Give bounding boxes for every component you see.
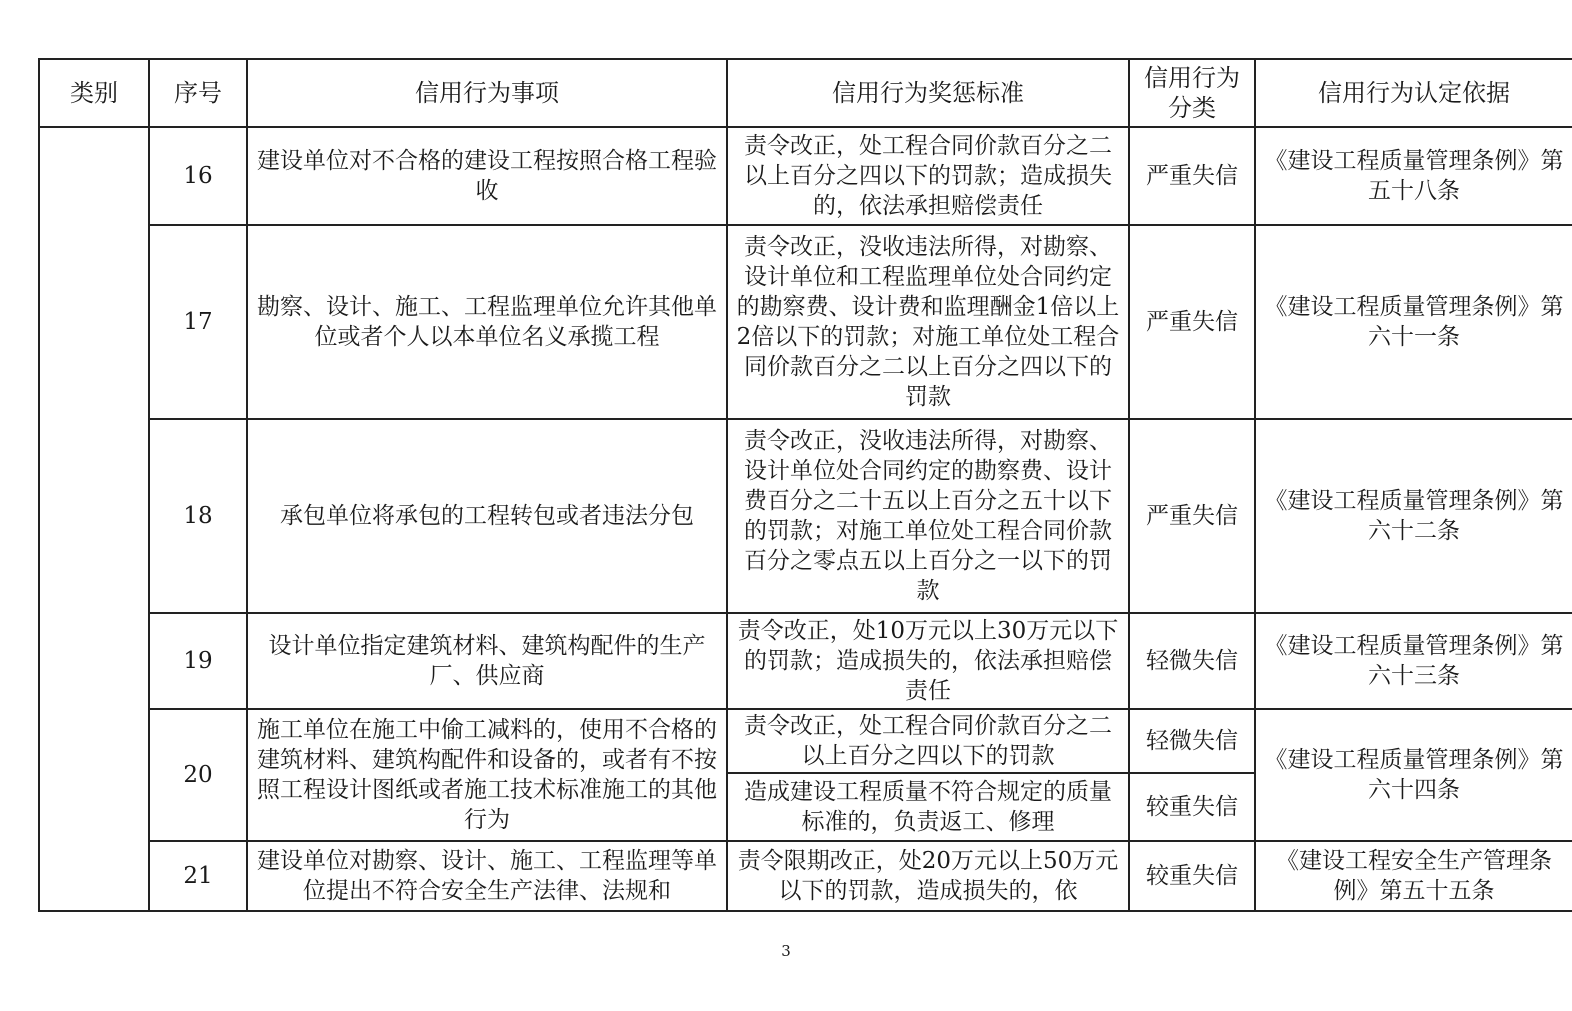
row-matter: 建设单位对不合格的建设工程按照合格工程验收 — [247, 127, 727, 225]
table-row — [39, 419, 1572, 613]
header-basis: 信用行为认定依据 — [1255, 59, 1572, 127]
row-standard: 责令改正，没收违法所得，对勘察、设计单位和工程监理单位处合同约定的勘察费、设计费和监理酬金1倍以上2倍以下的罚款；对施工单位处工程合同价款百分之二以上百分之四以下的罚款 — [727, 225, 1129, 419]
row-number: 17 — [149, 225, 247, 419]
row-matter: 建设单位对勘察、设计、施工、工程监理等单位提出不符合安全生产法律、法规和 — [247, 841, 727, 911]
row-classification: 轻微失信 — [1129, 613, 1255, 709]
category-cell — [39, 127, 149, 911]
row-basis: 《建设工程质量管理条例》第六十一条 — [1255, 225, 1572, 419]
row-classification: 严重失信 — [1129, 225, 1255, 419]
header-standard: 信用行为奖惩标准 — [727, 59, 1129, 127]
row-basis: 《建设工程质量管理条例》第六十四条 — [1255, 709, 1572, 841]
row-standard: 造成建设工程质量不符合规定的质量标准的，负责返工、修理 — [727, 773, 1129, 841]
row-classification: 严重失信 — [1129, 127, 1255, 225]
row-standard: 责令改正，没收违法所得，对勘察、设计单位处合同约定的勘察费、设计费百分之二十五以上百分之五十以下的罚款；对施工单位处工程合同价款百分之零点五以上百分之一以下的罚款 — [727, 419, 1129, 613]
row-number: 18 — [149, 419, 247, 613]
table-row — [39, 841, 1572, 911]
row-classification: 严重失信 — [1129, 419, 1255, 613]
row-number: 21 — [149, 841, 247, 911]
row-basis: 《建设工程质量管理条例》第六十二条 — [1255, 419, 1572, 613]
header-category: 类别 — [39, 59, 149, 127]
row-matter: 设计单位指定建筑材料、建筑构配件的生产厂、供应商 — [247, 613, 727, 709]
row-standard: 责令改正，处10万元以上30万元以下的罚款；造成损失的，依法承担赔偿责任 — [727, 613, 1129, 709]
row-basis: 《建设工程安全生产管理条例》第五十五条 — [1255, 841, 1572, 911]
table-row — [39, 709, 1572, 773]
header-matter: 信用行为事项 — [247, 59, 727, 127]
row-number: 19 — [149, 613, 247, 709]
header-number: 序号 — [149, 59, 247, 127]
row-matter: 承包单位将承包的工程转包或者违法分包 — [247, 419, 727, 613]
table-row — [39, 613, 1572, 709]
row-classification: 轻微失信 — [1129, 709, 1255, 773]
row-classification: 较重失信 — [1129, 841, 1255, 911]
row-number: 16 — [149, 127, 247, 225]
page-number: 3 — [781, 942, 791, 960]
row-matter: 施工单位在施工中偷工减料的，使用不合格的建筑材料、建筑构配件和设备的，或者有不按照工程设计图纸或者施工技术标准施工的其他行为 — [247, 709, 727, 841]
table-row — [39, 127, 1572, 225]
row-classification: 较重失信 — [1129, 773, 1255, 841]
row-basis: 《建设工程质量管理条例》第五十八条 — [1255, 127, 1572, 225]
table-header-row — [39, 59, 1572, 127]
row-matter: 勘察、设计、施工、工程监理单位允许其他单位或者个人以本单位名义承揽工程 — [247, 225, 727, 419]
credit-behavior-table — [38, 58, 1572, 912]
row-standard: 责令限期改正，处20万元以上50万元以下的罚款，造成损失的，依 — [727, 841, 1129, 911]
header-classification: 信用行为分类 — [1129, 59, 1255, 127]
row-basis: 《建设工程质量管理条例》第六十三条 — [1255, 613, 1572, 709]
table-row — [39, 225, 1572, 419]
row-standard: 责令改正，处工程合同价款百分之二以上百分之四以下的罚款；造成损失的，依法承担赔偿责任 — [727, 127, 1129, 225]
row-standard: 责令改正，处工程合同价款百分之二以上百分之四以下的罚款 — [727, 709, 1129, 773]
row-number: 20 — [149, 709, 247, 841]
